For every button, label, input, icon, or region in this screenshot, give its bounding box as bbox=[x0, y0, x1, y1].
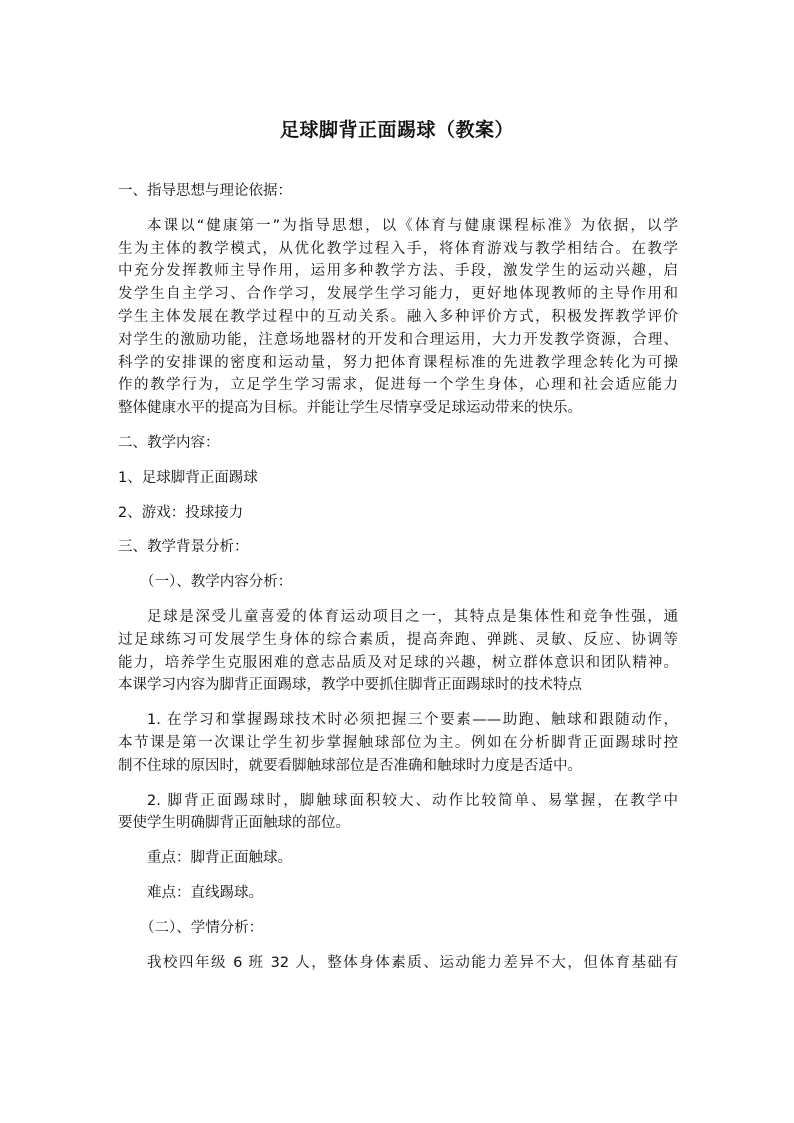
paragraph-gap bbox=[118, 835, 678, 847]
text-line: 重点：脚背正面触球。 bbox=[147, 850, 292, 867]
text-line: 能力，培养学生克服困难的意志品质及对足球的兴趣，树立群体意识和团队精神。 bbox=[118, 654, 678, 671]
text-line: 本课以“健康第一”为指导思想，以《体育与健康课程标准》为依据，以学 bbox=[147, 217, 678, 234]
text-line: 作的教学行为，立足学生学习需求，促进每一个学生身体，心理和社会适应能力 bbox=[118, 377, 678, 394]
document-body bbox=[118, 180, 678, 974]
text-line: 1. 在学习和掌握踢球技术时必须把握三个要素——助跑、触球和跟随动作， bbox=[147, 712, 678, 729]
text-line: 足球是深受儿童喜爱的体育运动项目之一，其特点是集体性和竞争性强，通 bbox=[147, 608, 678, 625]
text-line: 对学生的激励功能，注意场地器材的开发和合理运用，大力开发教学资源，合理、 bbox=[118, 331, 678, 348]
text-line: 整体健康水平的提高为目标。并能让学生尽情享受足球运动带来的快乐。 bbox=[118, 400, 582, 417]
text-line: 难点：直线踢球。 bbox=[147, 884, 263, 901]
paragraph-gap bbox=[118, 559, 678, 571]
paragraph-gap bbox=[118, 940, 678, 952]
text-line: 本节课是第一次课让学生初步掌握触球部位为主。例如在分析脚背正面踢球时控 bbox=[118, 734, 678, 751]
text-line: 学生主体发展在教学过程中的互动关系。融入多种评价方式，积极发挥教学评价 bbox=[118, 308, 678, 325]
document-title: 足球脚背正面踢球（教案） bbox=[279, 119, 514, 141]
text-line: 一、指导思想与理论依据： bbox=[118, 183, 292, 199]
text-line: 2、游戏：投球接力 bbox=[118, 504, 244, 521]
paragraph-gap bbox=[118, 905, 678, 917]
paragraph-gap bbox=[118, 203, 678, 215]
text-line: 制不住球的原因时，就要看脚触球部位是否准确和触球时力度是否适中。 bbox=[118, 757, 582, 774]
text-line: 二、教学内容： bbox=[118, 434, 220, 451]
paragraph-gap bbox=[118, 697, 678, 709]
text-line: （一）、教学内容分析： bbox=[140, 574, 293, 591]
paragraph-gap bbox=[118, 778, 678, 790]
text-line: 科学的安排课的密度和运动量，努力把体育课程标准的先进教学理念转化为可操 bbox=[118, 354, 678, 371]
text-line: 发学生自主学习、合作学习，发展学生学习能力，更好地体现教师的主导作用和 bbox=[118, 286, 678, 303]
paragraph-gap bbox=[118, 870, 678, 882]
text-line: 要使学生明确脚背正面触球的部位。 bbox=[118, 815, 350, 832]
text-line: 2. 脚背正面踢球时，脚触球面积较大、动作比较简单、易掌握，在教学中 bbox=[147, 792, 678, 809]
paragraph-gap bbox=[118, 490, 678, 502]
text-line: （二）、学情分析： bbox=[140, 919, 264, 936]
text-line: 我校四年级 6 班 32 人，整体身体素质、运动能力差异不大，但体育基础有 bbox=[147, 954, 678, 971]
text-line: 过足球练习可发展学生身体的综合素质，提高奔跑、弹跳、灵敏、反应、协调等 bbox=[118, 631, 678, 648]
text-line: 本课学习内容为脚背正面踢球，教学中要抓住脚背正面踢球时的技术特点 bbox=[118, 677, 582, 694]
paragraph-gap bbox=[118, 455, 678, 467]
text-line: 生为主体的教学模式，从优化教学过程入手，将体育游戏与教学相结合。在教学 bbox=[118, 240, 678, 257]
paragraph-gap bbox=[118, 594, 678, 606]
paragraph-gap bbox=[118, 524, 678, 536]
text-line: 1、足球脚背正面踢球 bbox=[118, 469, 258, 486]
text-line: 中充分发挥教师主导作用，运用多种教学方法、手段，激发学生的运动兴趣，启 bbox=[118, 263, 678, 280]
text-line: 三、教学背景分析： bbox=[118, 539, 249, 556]
paragraph-gap bbox=[118, 420, 678, 432]
